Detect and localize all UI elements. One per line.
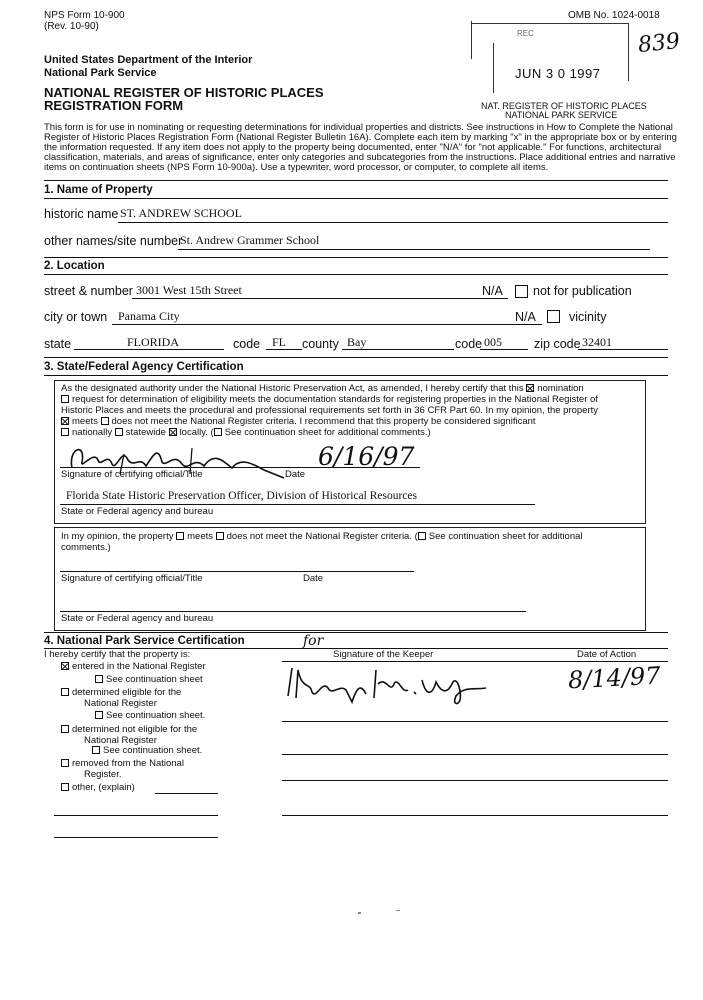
signature-label: Signature of certifying official/Title xyxy=(61,573,203,584)
stamp-date: JUN 3 0 1997 xyxy=(515,66,601,81)
entered-checkbox[interactable] xyxy=(61,662,69,670)
certify-statement: I hereby certify that the property is: xyxy=(44,649,191,660)
agency-label: State or Federal agency and bureau xyxy=(61,613,214,624)
handwritten-for-mark: for xyxy=(303,633,324,649)
option-not-eligible-line2: National Register xyxy=(84,735,157,746)
determined-not-eligible-checkbox[interactable] xyxy=(61,725,69,733)
continuation-option: See continuation sheet xyxy=(95,675,203,686)
state-code-value[interactable]: FL xyxy=(272,335,287,349)
opinion-does-not-meet-checkbox[interactable] xyxy=(216,532,224,540)
other-checkbox[interactable] xyxy=(61,783,69,791)
date-label: Date xyxy=(285,469,306,480)
state-label: state xyxy=(44,337,72,351)
handwritten-reference-number: 839 xyxy=(636,28,682,59)
certification-text-line: Historic Places and meets the procedural and professional requirements set forth in 36 CFR Part 60. In my opinion, the property xyxy=(61,405,599,416)
vicinity-checkbox[interactable] xyxy=(547,310,560,323)
other-names-label: other names/site number xyxy=(44,234,183,248)
service-name: National Park Service xyxy=(44,67,157,79)
county-code-label: code xyxy=(455,337,483,351)
county-code-value[interactable]: 005 xyxy=(484,335,502,349)
form-title-line1: NATIONAL REGISTER OF HISTORIC PLACES xyxy=(44,85,324,100)
agency-value[interactable]: Florida State Historic Preservation Officer, Division of Historical Resources xyxy=(66,490,417,502)
option-other: other, (explain) xyxy=(61,783,135,794)
form-number: NPS Form 10-900 xyxy=(44,10,125,21)
locally-checkbox[interactable] xyxy=(169,428,177,436)
instructions-line: items on continuation sheets (NPS Form 10-900a). Use a typewriter, word processor, or computer, to complete all items. xyxy=(44,162,549,173)
eligibility-request-checkbox[interactable] xyxy=(61,395,69,403)
instructions-line: classification, materials, and areas of significance, enter only categories and subcategories from the instructions. Place additional entries and narrative xyxy=(44,152,676,163)
street-label: street & number xyxy=(44,284,133,298)
keeper-signature-label: Signature of the Keeper xyxy=(333,649,434,660)
scan-speck xyxy=(396,910,400,911)
instructions-line: This form is for use in nominating or requesting determinations for individual properties and districts. See instructions in How to Complete the National xyxy=(44,122,673,133)
section-2-heading: 2. Location xyxy=(44,260,105,272)
zip-value[interactable]: 32401 xyxy=(582,335,612,349)
department-name: United States Department of the Interior xyxy=(44,54,253,66)
option-entered: entered in the National Register xyxy=(61,662,206,673)
instructions-line: the information requested. If any item does not apply to the property being documented, enter "N/A" for "not applicable." For functions, architectural xyxy=(44,142,662,153)
other-names-value[interactable]: St. Andrew Grammer School xyxy=(180,233,320,247)
opinion-text-line: In my opinion, the property meets does not meet the National Register criteria. ( See continuation sheet for additional xyxy=(61,531,583,542)
scan-speck xyxy=(358,912,361,914)
continuation-checkbox[interactable] xyxy=(95,675,103,683)
continuation-sheet-checkbox[interactable] xyxy=(214,428,222,436)
county-value[interactable]: Bay xyxy=(347,335,367,349)
option-removed-line2: Register. xyxy=(84,769,122,780)
opinion-text-line: comments.) xyxy=(61,542,111,553)
historic-name-value[interactable]: ST. ANDREW SCHOOL xyxy=(120,206,242,220)
meets-checkbox[interactable] xyxy=(61,417,69,425)
form-title-line2: REGISTRATION FORM xyxy=(44,98,184,113)
certification-handwritten-date: 6/16/97 xyxy=(318,442,415,471)
city-na: N/A xyxy=(515,310,536,324)
statewide-checkbox[interactable] xyxy=(115,428,123,436)
certification-text-line: nationally statewide locally. ( See continuation sheet for additional comments.) xyxy=(61,428,431,439)
date-of-action-handwritten: 8/14/97 xyxy=(567,661,662,695)
city-label: city or town xyxy=(44,310,108,324)
form-revision: (Rev. 10-90) xyxy=(44,21,99,32)
removed-checkbox[interactable] xyxy=(61,759,69,767)
not-for-publication-checkbox[interactable] xyxy=(515,285,528,298)
county-label: county xyxy=(302,337,339,351)
instructions-line: Register of Historic Places Registration Form (National Register Bulletin 16A). Complete each item by marking "x" in the appropriate box or by entering xyxy=(44,132,677,143)
option-removed: removed from the National xyxy=(61,759,184,770)
street-na: N/A xyxy=(482,284,503,298)
stamp-line-2: NATIONAL PARK SERVICE xyxy=(505,110,618,120)
certification-text-line: As the designated authority under the National Historic Preservation Act, as amended, I hereby certify that this nomination xyxy=(61,383,584,394)
state-value[interactable]: FLORIDA xyxy=(127,335,180,349)
zip-label: zip code xyxy=(534,337,581,351)
continuation-option: See continuation sheet. xyxy=(92,746,202,757)
opinion-continuation-checkbox[interactable] xyxy=(418,532,426,540)
date-of-action-label: Date of Action xyxy=(577,649,637,660)
continuation-option: See continuation sheet. xyxy=(95,711,205,722)
section-3-heading: 3. State/Federal Agency Certification xyxy=(44,361,244,373)
nationally-checkbox[interactable] xyxy=(61,428,69,436)
continuation-checkbox[interactable] xyxy=(95,711,103,719)
option-eligible: determined eligible for the xyxy=(61,688,181,699)
certification-text-line: meets does not meet the National Register criteria. I recommend that this property be considered significant xyxy=(61,417,536,428)
option-not-eligible: determined not eligible for the xyxy=(61,725,197,736)
historic-name-label: historic name xyxy=(44,207,119,221)
signature-label: Signature of certifying official/Title xyxy=(61,469,203,480)
city-value[interactable]: Panama City xyxy=(118,309,180,323)
determined-eligible-checkbox[interactable] xyxy=(61,688,69,696)
stamp-received-text: REC xyxy=(517,29,534,38)
certification-text-line: request for determination of eligibility meets the documentation standards for registering properties in the National Register of xyxy=(61,395,598,406)
received-stamp xyxy=(471,21,647,120)
vicinity-label: vicinity xyxy=(569,310,607,324)
street-value[interactable]: 3001 West 15th Street xyxy=(136,283,242,297)
section-1-heading: 1. Name of Property xyxy=(44,184,153,196)
nomination-checkbox[interactable] xyxy=(526,384,534,392)
option-eligible-line2: National Register xyxy=(84,698,157,709)
date-label: Date xyxy=(303,573,324,584)
not-for-publication-label: not for publication xyxy=(533,284,632,298)
keeper-signature xyxy=(282,660,492,706)
section-4-heading: 4. National Park Service Certification xyxy=(44,635,245,647)
omb-number: OMB No. 1024-0018 xyxy=(568,10,660,21)
continuation-checkbox[interactable] xyxy=(92,746,100,754)
stamp-line-1: NAT. REGISTER OF HISTORIC PLACES xyxy=(481,101,647,111)
state-code-label: code xyxy=(233,337,261,351)
does-not-meet-checkbox[interactable] xyxy=(101,417,109,425)
agency-label: State or Federal agency and bureau xyxy=(61,506,214,517)
opinion-meets-checkbox[interactable] xyxy=(176,532,184,540)
